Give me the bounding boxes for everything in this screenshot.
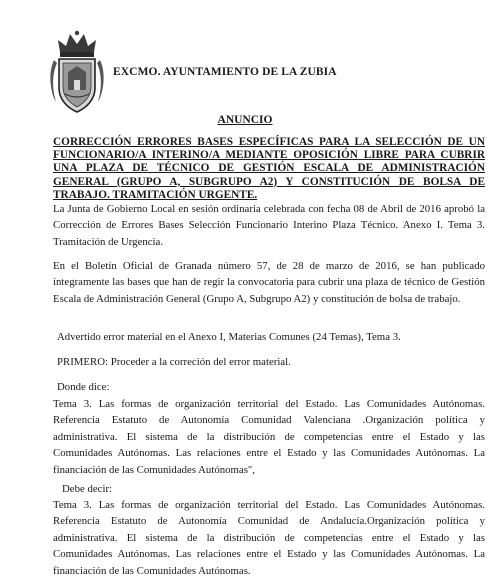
text-line: Comunidades Autónomas. Las relaciones entre el Estado y las Comunidades Autónomas. La bbox=[53, 548, 485, 561]
paragraph-approval: La Junta de Gobierno Local en sesión ordinaria celebrada con fecha 08 de Abril de 2016 aprobó la Corrección de Errores Bases Selección Funcionario Interino Plaza Técnico. Anexo I. Tema 3. Tramitación de Urgencia. bbox=[53, 203, 485, 248]
text-line: Tema 3. Las formas de organización territorial del Estado. Las Comunidades Autónomas. bbox=[53, 398, 485, 410]
text-line: Comunidades Autónomas. Las relaciones entre el Estado y las Comunidades Autónomas. La bbox=[53, 447, 485, 460]
text-line: Referencia Estatuto de Autonomía Comunidad Valenciana .Organización política y bbox=[53, 414, 485, 427]
paragraph-error-notice: Advertido error material en el Anexo I, Materias Comunes (24 Temas), Tema 3. bbox=[57, 331, 401, 343]
text-line: Referencia Estatuto de Autonomía Comunidad de Andalucía.Organización política y bbox=[53, 515, 485, 528]
document-heading: ANUNCIO bbox=[217, 114, 273, 126]
paragraph-bulletin: En el Boletín Oficial de Granada número 57, de 28 de marzo de 2016, se han publicado íntegramente las bases que han de regir la convocatoria para cubrir una plaza de técnico de Gestión Escala de Administración General (Grupo A, Subgrupo A2) y constitución de bolsa de trabajo. bbox=[53, 260, 485, 305]
text-line: administrativa. El sistema de la distribución de competencias entre el Estado y las bbox=[53, 430, 485, 443]
paragraph-primero: PRIMERO: Proceder a la correción del error material. bbox=[57, 356, 291, 368]
text-line: administrativa. El sistema de la distribución de competencias entre el Estado y las bbox=[53, 531, 485, 544]
document-title: CORRECCIÓN ERRORES BASES ESPECÍFICAS PARA LA SELECCIÓN DE UN FUNCIONARIO/A INTERINO/A MEDIANTE OPOSICIÓN LIBRE PARA CUBRIR UNA PLAZA DE TÉCNICO DE GESTIÓN ESCALA DE ADMINISTRACIÓN GENERAL (GRUPO A, SUBGRUPO A2) Y CONSTITUCIÓN DE BOLSA DE TRABAJO. TRAMITACIÓN URGENTE. bbox=[53, 136, 485, 201]
label-donde-dice: Donde dice: bbox=[57, 381, 110, 393]
text-line: Tema 3. Las formas de organización territorial del Estado. Las Comunidades Autónomas. bbox=[53, 499, 485, 511]
text-line: financiación de las Comunidades Autónomas", bbox=[53, 463, 256, 476]
organization-name: EXCMO. AYUNTAMIENTO DE LA ZUBIA bbox=[113, 66, 337, 78]
text-line: financiación de las Comunidades Autónomas. bbox=[53, 564, 251, 577]
label-debe-decir: Debe decir: bbox=[62, 483, 113, 495]
donde-dice-text bbox=[53, 396, 485, 478]
municipal-coat-of-arms-icon bbox=[48, 30, 106, 116]
debe-decir-text bbox=[53, 497, 485, 578]
